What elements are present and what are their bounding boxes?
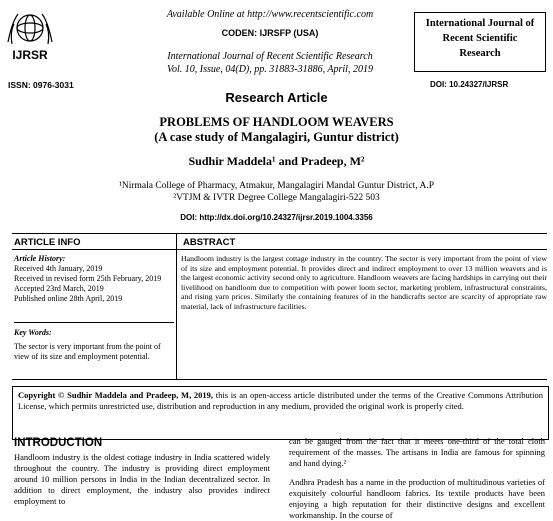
received-date: Received 4th January, 2019: [14, 264, 103, 273]
coden: CODEN: IJRSFP (USA): [221, 28, 319, 38]
doi-link[interactable]: DOI: http://dx.doi.org/10.24327/ijrsr.2019.1004.3356: [180, 213, 373, 222]
logo-text: IJRSR: [12, 48, 48, 62]
title-line1: PROBLEMS OF HANDLOOM WEAVERS: [159, 115, 394, 129]
intro-column-2: [289, 436, 545, 521]
journal-name: International Journal of Recent Scientific Research: [167, 51, 373, 62]
journal-box-line2: Recent Scientific: [442, 33, 518, 44]
abstract-heading: ABSTRACT: [183, 237, 236, 248]
affiliation-2: ²VTJM & IVTR Degree College Mangalagiri-522 503: [173, 193, 380, 203]
introduction-heading: INTRODUCTION: [14, 437, 103, 449]
journal-header: [120, 8, 420, 76]
column-divider: [176, 233, 177, 379]
revised-date: Received in revised form 25th February, 2019: [14, 274, 162, 283]
keywords: The sector is very important from the point of view of its size and employment potential.: [14, 342, 161, 361]
published-date: Published online 28th April, 2019: [14, 294, 123, 303]
affiliation-1: ¹Nirmala College of Pharmacy, Atmakur, Mangalagiri Mandal Guntur District, A.P: [118, 181, 435, 191]
doi-right: DOI: 10.24327/IJRSR: [430, 80, 509, 89]
intro-paragraph-2: can be gauged from the fact that it meets one-third of the total cloth requirement of the masses. The artisans in India are famous for spinning and hand dying.²: [289, 436, 545, 468]
journal-volume: Vol. 10, Issue, 04(D), pp. 31883-31886, April, 2019: [167, 64, 373, 75]
journal-box-line3: Research: [459, 48, 501, 59]
intro-column-1: [14, 452, 270, 507]
article-info-heading: ARTICLE INFO: [14, 237, 81, 248]
title-line2: (A case study of Mangalagiri, Guntur district): [154, 130, 399, 144]
divider-heading: [12, 249, 547, 250]
article-info: [14, 254, 174, 362]
paper-title: [0, 115, 553, 145]
available-online: Available Online at http://www.recentscientific.com: [166, 9, 374, 20]
journal-title-box: [414, 12, 546, 72]
keywords-label: Key Words:: [14, 322, 174, 338]
history-label: Article History:: [14, 254, 66, 263]
copyright-box: [12, 386, 549, 440]
journal-logo: [2, 2, 58, 62]
abstract-text: Handloom industry is the largest cottage industry in the country. The sector is very important from the point of view of its size and employment potential. It provides direct and indirect employment to over 13 million weavers and is the largest economic activity second only to agriculture. Handloom weavers are facing hardships in carrying out their livelihood on handloom due to competition with power loom sector, marketing problem, infrastructural constraints, and rising yarn prices. Similarly the containing features of in the handicrafts sector are scarcity of appropriate raw material, lack of infrastructure facilities.: [181, 254, 547, 311]
copyright-bold: Copyright © Sudhir Maddela and Pradeep, M, 2019,: [18, 390, 214, 400]
affiliations: [0, 180, 553, 204]
copyright-text: this is an open-access article distributed under the terms of the Creative Commons Attribution License, which permits unrestricted use, distribution and reproduction in any medium, provided the original work is properly cited.: [18, 390, 543, 411]
intro-paragraph-1: Handloom industry is the oldest cottage industry in India scattered widely throughout the country. The industry is providing direct employment around 10 million persons in India in the Indian decentralized sector. In addition to direct employment, the industry also provides indirect employment to: [14, 452, 270, 506]
intro-paragraph-3: Andhra Pradesh has a name in the production of multitudinous varieties of exquisitely colourful handloom fabrics. Its textile products have been enjoying a high reputation for their distinctive designs and excellent workmanship. In the course of: [289, 477, 545, 520]
divider-bottom: [12, 379, 547, 380]
divider-top: [12, 233, 547, 234]
accepted-date: Accepted 23rd March, 2019: [14, 284, 104, 293]
authors: Sudhir Maddela¹ and Pradeep, M²: [188, 154, 365, 168]
journal-box-line1: International Journal of: [425, 18, 535, 29]
issn: ISSN: 0976-3031: [8, 80, 74, 90]
article-type: Research Article: [225, 90, 328, 105]
